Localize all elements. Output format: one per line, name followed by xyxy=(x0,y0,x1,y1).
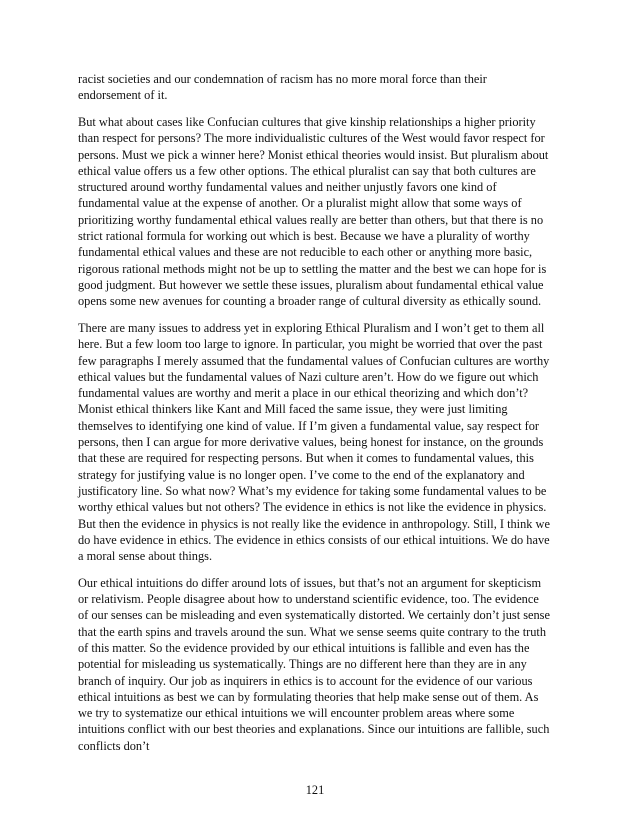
page-number: 121 xyxy=(305,783,325,797)
paragraph-1: racist societies and our condemnation of racism has no more moral force than their endorsement of it. xyxy=(78,72,487,103)
paragraph-3: There are many issues to address yet in exploring Ethical Pluralism and I won’t get to them all here. But a few loom too large to ignore. In particular, you might be worried that over the past few paragraphs I merely assumed that the fundamental values of Confucian cultures are worthy ethical values but the fundamental values of Nazi culture aren’t. How do we figure out which fundamental values are worthy and merit a place in our ethical theorizing and which don’t? Monist ethical thinkers like Kant and Mill faced the same issue, they were just limiting themselves to identifying one kind of value. If I’m given a fundamental value, say respect for persons, then I can argue for more derivative values, being honest for instance, on the grounds that these are required for respecting persons. But when it comes to fundamental values, this strategy for justifying value is no longer open. I’ve come to the end of the explanatory and justificatory line. So what now? What’s my evidence for taking some fundamental values to be worthy ethical values but not others? The evidence in ethics is not like the evidence in physics. But then the evidence in physics is not really like the evidence in anthropology. Still, I think we do have evidence in ethics. The evidence in ethics consists of our ethical intuitions. We do have a moral sense about things. xyxy=(78,320,550,564)
paragraph-4: Our ethical intuitions do differ around lots of issues, but that’s not an argument for skepticism or relativism. People disagree about how to understand scientific evidence, too. The evidence of our senses can be misleading and even systematically distorted. We certainly don’t just sense that the earth spins and travels around the sun. What we sense seems quite contrary to the truth of this matter. So the evidence provided by our ethical intuitions is fallible and even has the potential for misleading us systematically. Things are no different here than they are in any branch of inquiry. Our job as inquirers in ethics is to account for the evidence of our various ethical intuitions as best we can by formulating theories that help make sense out of them. As we try to systematize our ethical intuitions we will encounter problem areas where some intuitions conflict with our best theories and explanations. Since our intuitions are fallible, such conflicts don’t xyxy=(78,575,550,753)
body-text xyxy=(78,71,552,764)
paragraph-2: But what about cases like Confucian cultures that give kinship relationships a higher priority than respect for persons? The more individualistic cultures of the West would favor respect for persons. Must we pick a winner here? Monist ethical theories would insist. But pluralism about ethical value offers us a few other options. The ethical pluralist can say that both cultures are structured around worthy fundamental values and neither unjustly favors one kind of fundamental value at the expense of another. Or a pluralist might allow that some ways of prioritizing worthy fundamental ethical values really are better than others, but that there is no strict rational formula for working out which is best. Because we have a plurality of worthy fundamental ethical values and these are not reducible to each other or anything more basic, rigorous rational methods might not be up to settling the matter and the best we can hope for is good judgment. But however we settle these issues, pluralism about fundamental ethical value opens some new avenues for counting a broader range of cultural diversity as ethically sound. xyxy=(78,114,549,309)
